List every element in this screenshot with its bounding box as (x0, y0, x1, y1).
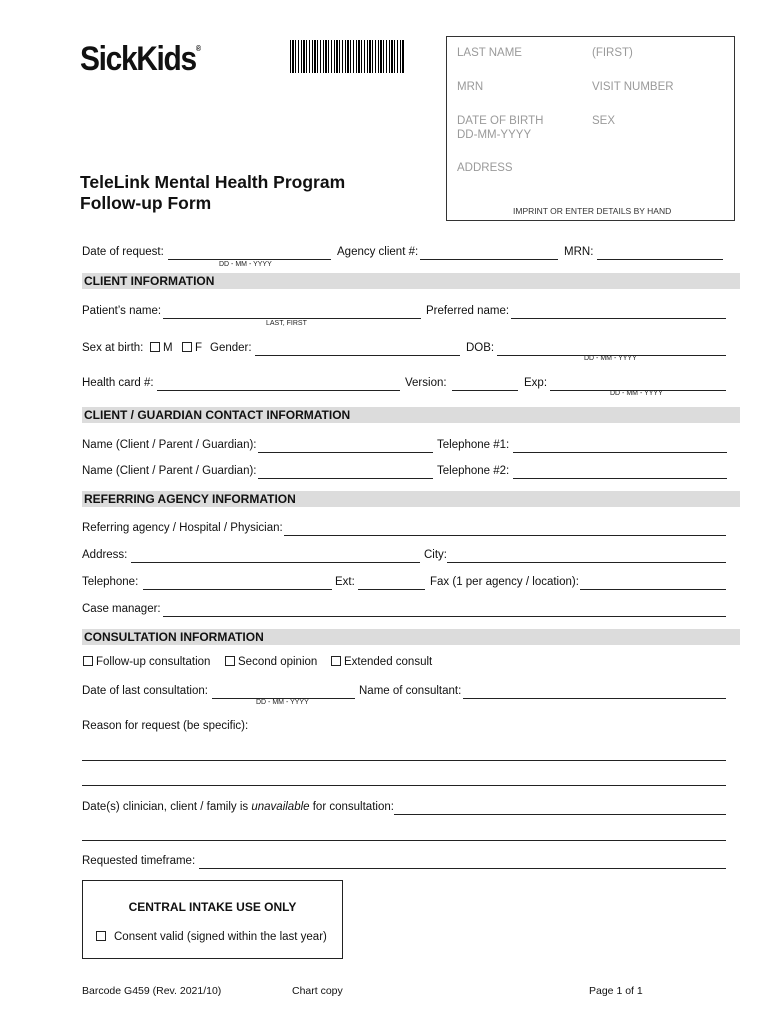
footer-chart-copy: Chart copy (292, 985, 343, 997)
ext-field[interactable] (358, 589, 425, 590)
exp-label: Exp: (524, 377, 548, 389)
reason-field-line-1[interactable] (82, 760, 726, 761)
central-intake-title: CENTRAL INTAKE USE ONLY (128, 900, 297, 914)
form-title (80, 172, 345, 214)
patient-name-field[interactable] (163, 318, 421, 319)
date-of-request-hint: DD - MM - YYYY (219, 261, 272, 268)
last-consult-date-label: Date of last consultation: (82, 685, 208, 697)
imprint-dob: DATE OF BIRTH (457, 115, 544, 127)
footer-page-number: Page 1 of 1 (589, 985, 643, 997)
referring-agency-field[interactable] (284, 535, 726, 536)
mrn-label: MRN: (564, 246, 594, 258)
unavailable-label (82, 801, 394, 813)
fax-label: Fax (1 per agency / location): (430, 576, 579, 588)
mrn-field[interactable] (597, 259, 723, 260)
consent-option[interactable] (96, 931, 327, 943)
contact-name-1-label: Name (Client / Parent / Guardian): (82, 439, 257, 451)
footer-barcode: Barcode G459 (Rev. 2021/10) (82, 985, 222, 997)
preferred-name-label: Preferred name: (426, 305, 510, 317)
sex-f-checkbox[interactable] (182, 342, 192, 352)
followup-text: Follow-up consultation (96, 656, 211, 668)
consent-checkbox[interactable] (96, 931, 106, 941)
gender-field[interactable] (255, 355, 460, 356)
client-info-heading: CLIENT INFORMATION (84, 274, 215, 288)
timeframe-label: Requested timeframe: (82, 855, 196, 867)
date-of-request-label: Date of request: (82, 246, 164, 258)
client-info-header (82, 273, 740, 289)
imprint-address: ADDRESS (457, 162, 513, 174)
second-opinion-text: Second opinion (238, 656, 318, 668)
fax-field[interactable] (580, 589, 726, 590)
unavailable-pre: Date(s) clinician, client / family is (82, 801, 252, 813)
followup-checkbox[interactable] (83, 656, 93, 666)
sex-m-text: M (163, 342, 173, 354)
date-of-request-field[interactable] (168, 259, 331, 260)
exp-hint: DD - MM - YYYY (610, 390, 663, 397)
sex-at-birth-label: Sex at birth: (82, 342, 144, 354)
preferred-name-field[interactable] (511, 318, 726, 319)
extended-consult-text: Extended consult (344, 656, 433, 668)
telephone-1-field[interactable] (513, 452, 727, 453)
unavailable-emphasis: unavailable (251, 801, 310, 813)
sex-m-option[interactable] (150, 342, 173, 354)
imprint-box[interactable] (446, 36, 735, 221)
ext-label: Ext: (335, 576, 355, 588)
contact-name-1-field[interactable] (258, 452, 433, 453)
telephone-2-label: Telephone #2: (437, 465, 510, 477)
imprint-mrn: MRN (457, 81, 484, 93)
referring-info-heading: REFERRING AGENCY INFORMATION (84, 492, 296, 506)
contact-info-heading: CLIENT / GUARDIAN CONTACT INFORMATION (84, 408, 351, 422)
gender-label: Gender: (210, 342, 252, 354)
telephone-2-field[interactable] (513, 478, 727, 479)
consultant-name-field[interactable] (463, 698, 726, 699)
city-label: City: (424, 549, 447, 561)
contact-name-2-field[interactable] (258, 478, 433, 479)
dob-hint: DD - MM - YYYY (584, 355, 637, 362)
imprint-last-name: LAST NAME (457, 47, 522, 59)
imprint-note: IMPRINT OR ENTER DETAILS BY HAND (513, 206, 672, 216)
sex-m-checkbox[interactable] (150, 342, 160, 352)
timeframe-field[interactable] (199, 868, 726, 869)
extended-consult-option[interactable] (331, 656, 432, 668)
unavailable-field-line-2[interactable] (82, 840, 726, 841)
contact-name-2-label: Name (Client / Parent / Guardian): (82, 465, 257, 477)
case-manager-field[interactable] (163, 616, 726, 617)
dob-label: DOB: (466, 342, 495, 354)
case-manager-label: Case manager: (82, 603, 161, 615)
agency-client-label: Agency client #: (337, 246, 419, 258)
followup-option[interactable] (83, 656, 210, 668)
health-card-label: Health card #: (82, 377, 154, 389)
consultation-info-heading: CONSULTATION INFORMATION (84, 630, 264, 644)
referring-info-header (82, 491, 740, 507)
sex-f-option[interactable] (182, 342, 202, 354)
imprint-dob-format: DD-MM-YYYY (457, 129, 532, 141)
reason-label: Reason for request (be specific): (82, 720, 249, 732)
health-card-field[interactable] (157, 390, 400, 391)
address-label: Address: (82, 549, 128, 561)
title-line-2: Follow-up Form (80, 193, 212, 213)
consent-text: Consent valid (signed within the last year) (114, 931, 327, 943)
patient-name-label: Patient’s name: (82, 305, 162, 317)
logo-registered-mark: ® (195, 44, 202, 53)
telephone-label: Telephone: (82, 576, 139, 588)
central-intake-box (82, 880, 343, 959)
second-opinion-checkbox[interactable] (225, 656, 235, 666)
second-opinion-option[interactable] (225, 656, 317, 668)
last-consult-date-hint: DD - MM - YYYY (256, 699, 309, 706)
consultation-info-header (82, 629, 740, 645)
agency-client-field[interactable] (420, 259, 558, 260)
unavailable-post: for consultation: (309, 801, 394, 813)
imprint-sex: SEX (592, 115, 616, 127)
imprint-first: (FIRST) (592, 47, 633, 59)
contact-info-header (82, 407, 740, 423)
sickkids-logo (80, 40, 201, 79)
imprint-visit-number: VISIT NUMBER (592, 81, 674, 93)
version-label: Version: (405, 377, 447, 389)
reason-field-line-2[interactable] (82, 785, 726, 786)
telephone-field[interactable] (143, 589, 332, 590)
logo-text: SickKids (80, 40, 196, 78)
address-field[interactable] (131, 562, 420, 563)
patient-name-hint: LAST, FIRST (266, 320, 307, 327)
unavailable-field[interactable] (394, 814, 726, 815)
consultant-name-label: Name of consultant: (359, 685, 462, 697)
sex-f-text: F (195, 342, 203, 354)
version-field[interactable] (452, 390, 518, 391)
extended-consult-checkbox[interactable] (331, 656, 341, 666)
title-line-1: TeleLink Mental Health Program (80, 172, 346, 192)
telephone-1-label: Telephone #1: (437, 439, 510, 451)
referring-agency-label: Referring agency / Hospital / Physician: (82, 522, 283, 534)
barcode-image (290, 40, 405, 73)
city-field[interactable] (447, 562, 726, 563)
